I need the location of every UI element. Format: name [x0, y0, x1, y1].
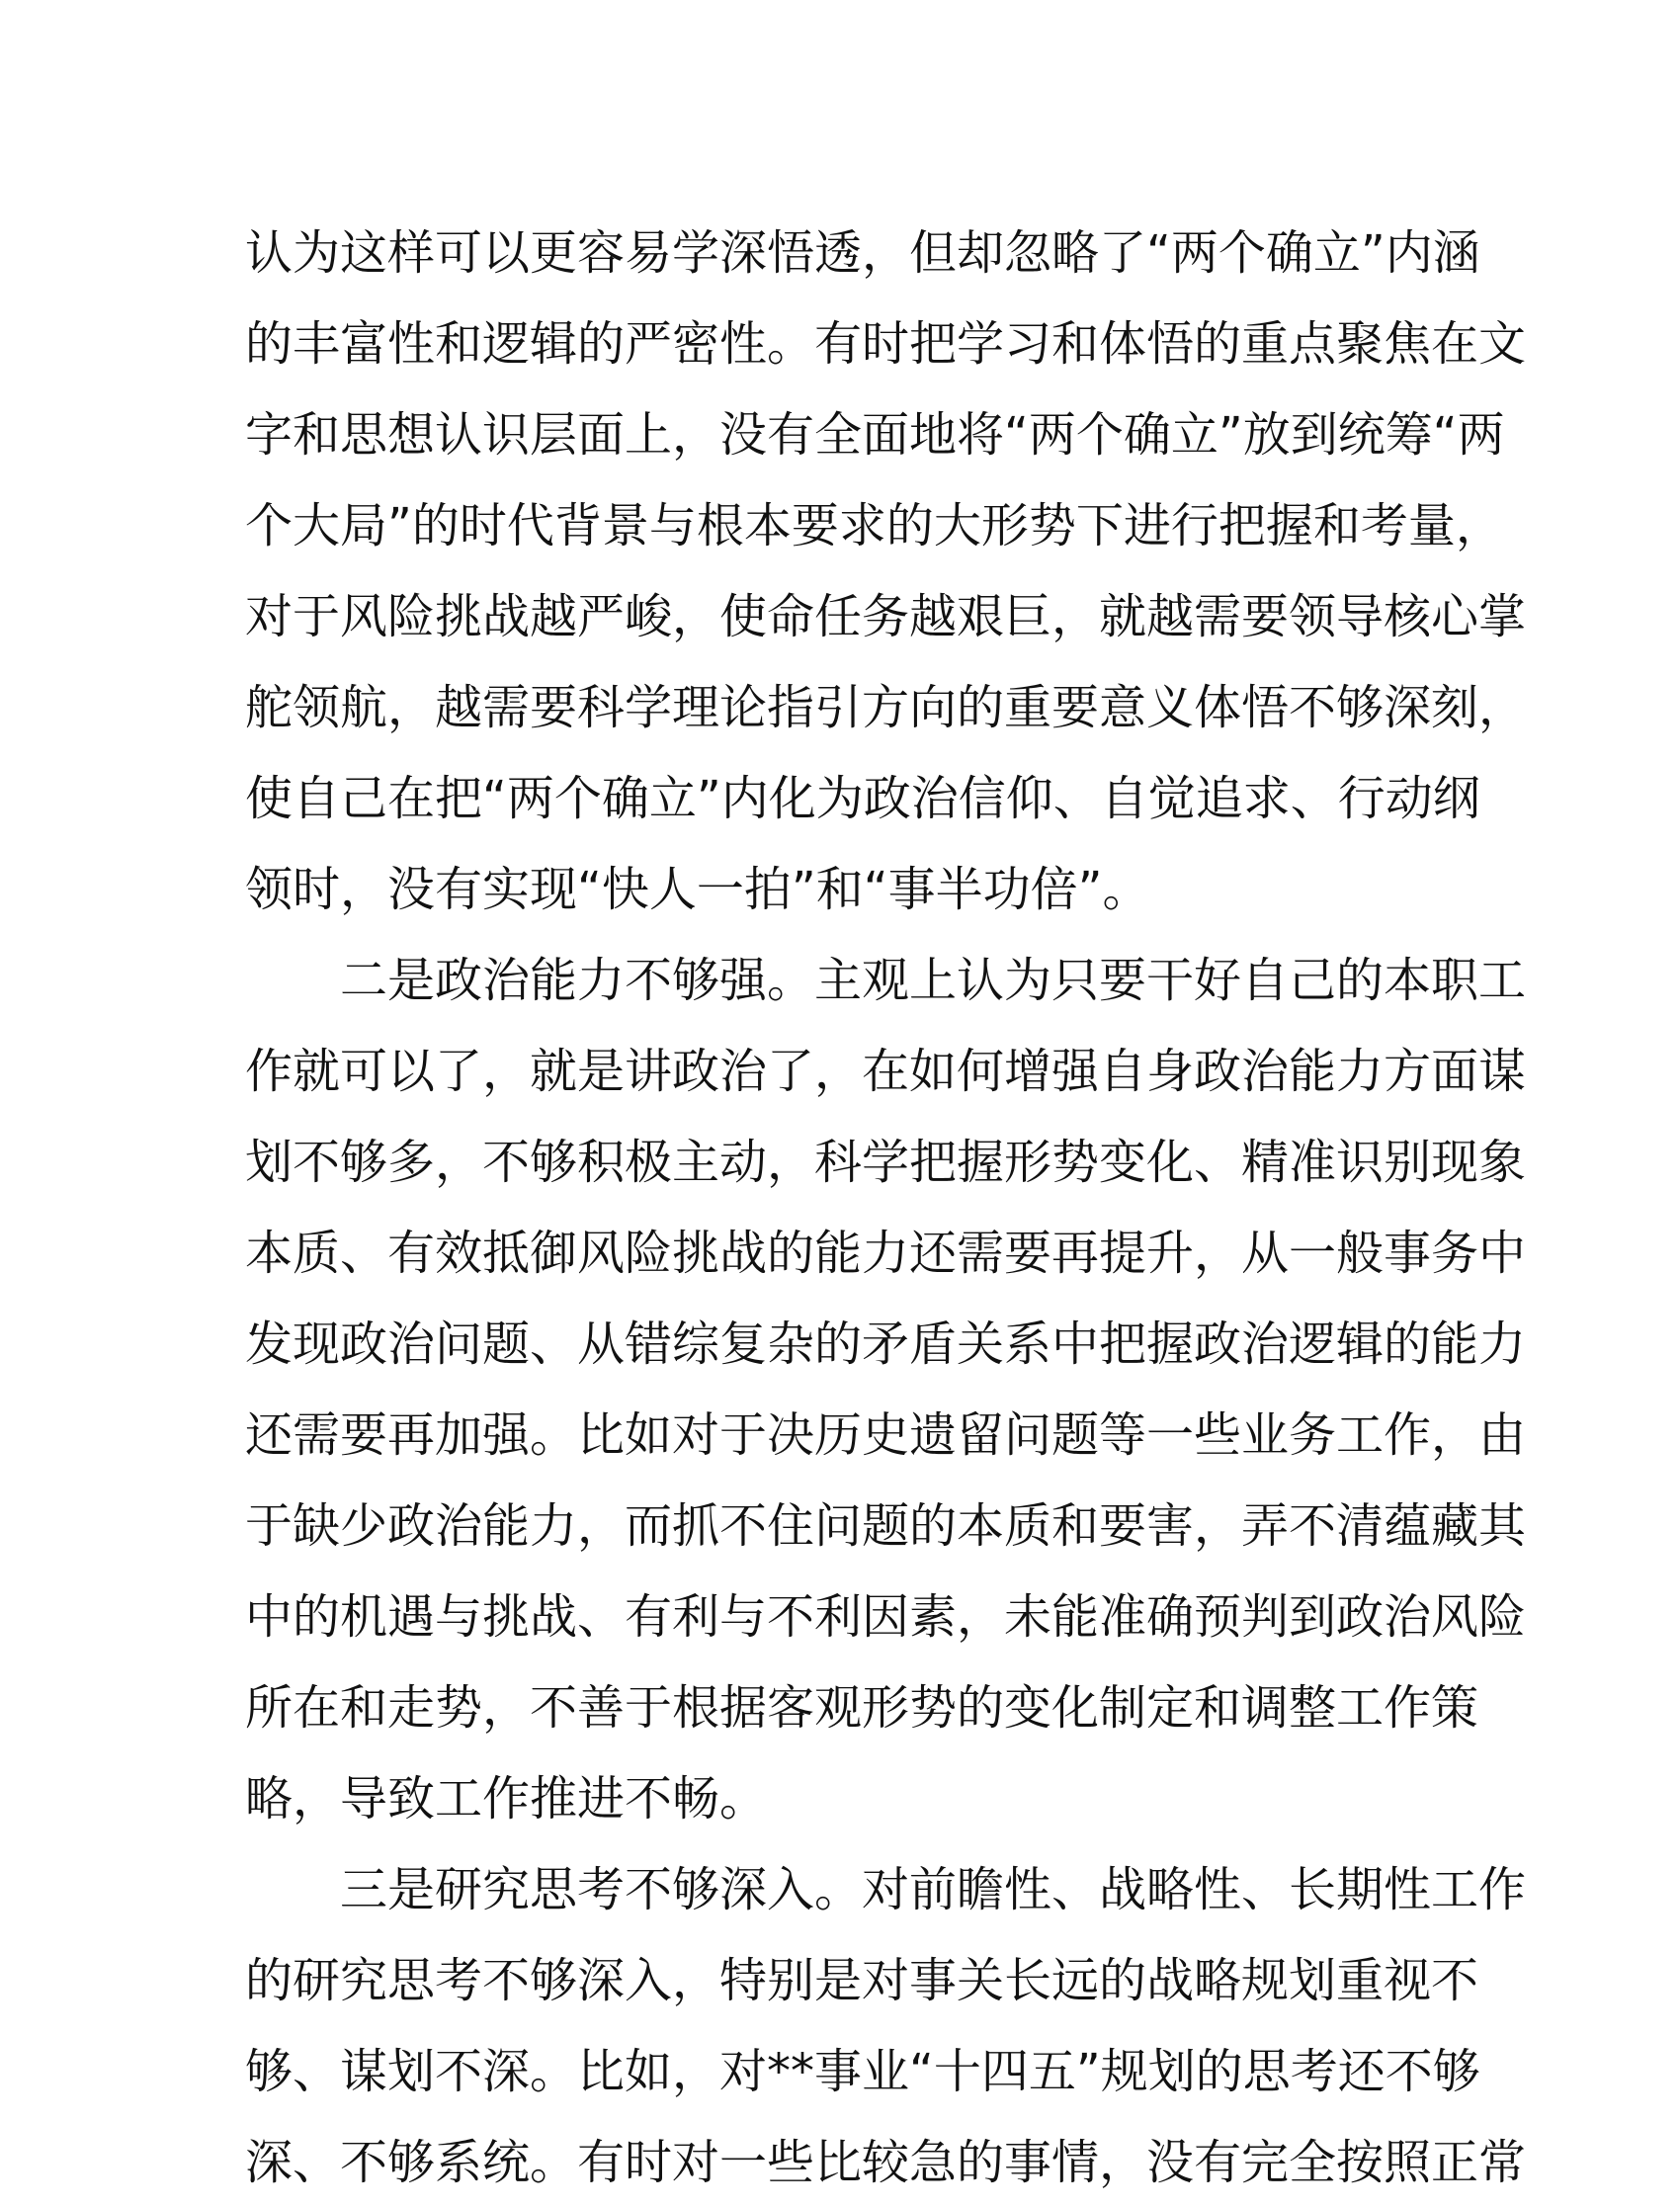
text-line: 够、谋划不深。比如，对**事业“十四五”规划的思考还不够: [245, 2044, 1480, 2099]
text-line: 发现政治问题、从错综复杂的矛盾关系中把握政治逻辑的能力: [245, 1316, 1527, 1372]
text-line: 对于风险挑战越严峻，使命任务越艰巨，就越需要领导核心掌: [245, 589, 1527, 644]
paragraph-2: [245, 935, 1527, 1844]
text-line: 所在和走势，不善于根据客观形势的变化制定和调整工作策: [245, 1680, 1479, 1736]
text-line: 字和思想认识层面上，没有全面地将“两个确立”放到统筹“两: [245, 407, 1505, 463]
text-line: 的研究思考不够深入，特别是对事关长远的战略规划重视不: [245, 1953, 1479, 2008]
text-line: 作就可以了，就是讲政治了，在如何增强自身政治能力方面谋: [245, 1044, 1527, 1099]
text-line: 认为这样可以更容易学深悟透，但却忽略了“两个确立”内涵: [245, 225, 1480, 281]
text-line: 划不够多，不够积极主动，科学把握形势变化、精准识别现象: [245, 1135, 1527, 1190]
text-line: 二是政治能力不够强。主观上认为只要干好自己的本职工: [340, 953, 1527, 1008]
paragraph-1: [245, 208, 1527, 935]
text-line: 还需要再加强。比如对于决历史遗留问题等一些业务工作，由: [245, 1407, 1527, 1463]
text-line: 略，导致工作推进不畅。: [245, 1771, 768, 1826]
text-line: 深、不够系统。有时对一些比较急的事情，没有完全按照正常: [245, 2135, 1527, 2190]
text-line: 个大局”的时代背景与根本要求的大形势下进行把握和考量，: [245, 498, 1503, 553]
text-line: 的丰富性和逻辑的严密性。有时把学习和体悟的重点聚焦在文: [245, 316, 1527, 372]
text-line: 使自己在把“两个确立”内化为政治信仰、自觉追求、行动纲: [245, 771, 1480, 826]
paragraph-3: [245, 1844, 1527, 2208]
text-line: 于缺少政治能力，而抓不住问题的本质和要害，弄不清蕴藏其: [245, 1498, 1527, 1554]
text-line: 三是研究思考不够深入。对前瞻性、战略性、长期性工作: [340, 1862, 1527, 1917]
text-line: 舵领航，越需要科学理论指引方向的重要意义体悟不够深刻，: [245, 680, 1527, 735]
text-line: 中的机遇与挑战、有利与不利因素，未能准确预判到政治风险: [245, 1589, 1527, 1645]
text-line: 领时，没有实现“快人一拍”和“事半功倍”。: [245, 862, 1150, 917]
text-line: 本质、有效抵御风险挑战的能力还需要再提升，从一般事务中: [245, 1226, 1527, 1281]
document-page: [245, 208, 1527, 2208]
